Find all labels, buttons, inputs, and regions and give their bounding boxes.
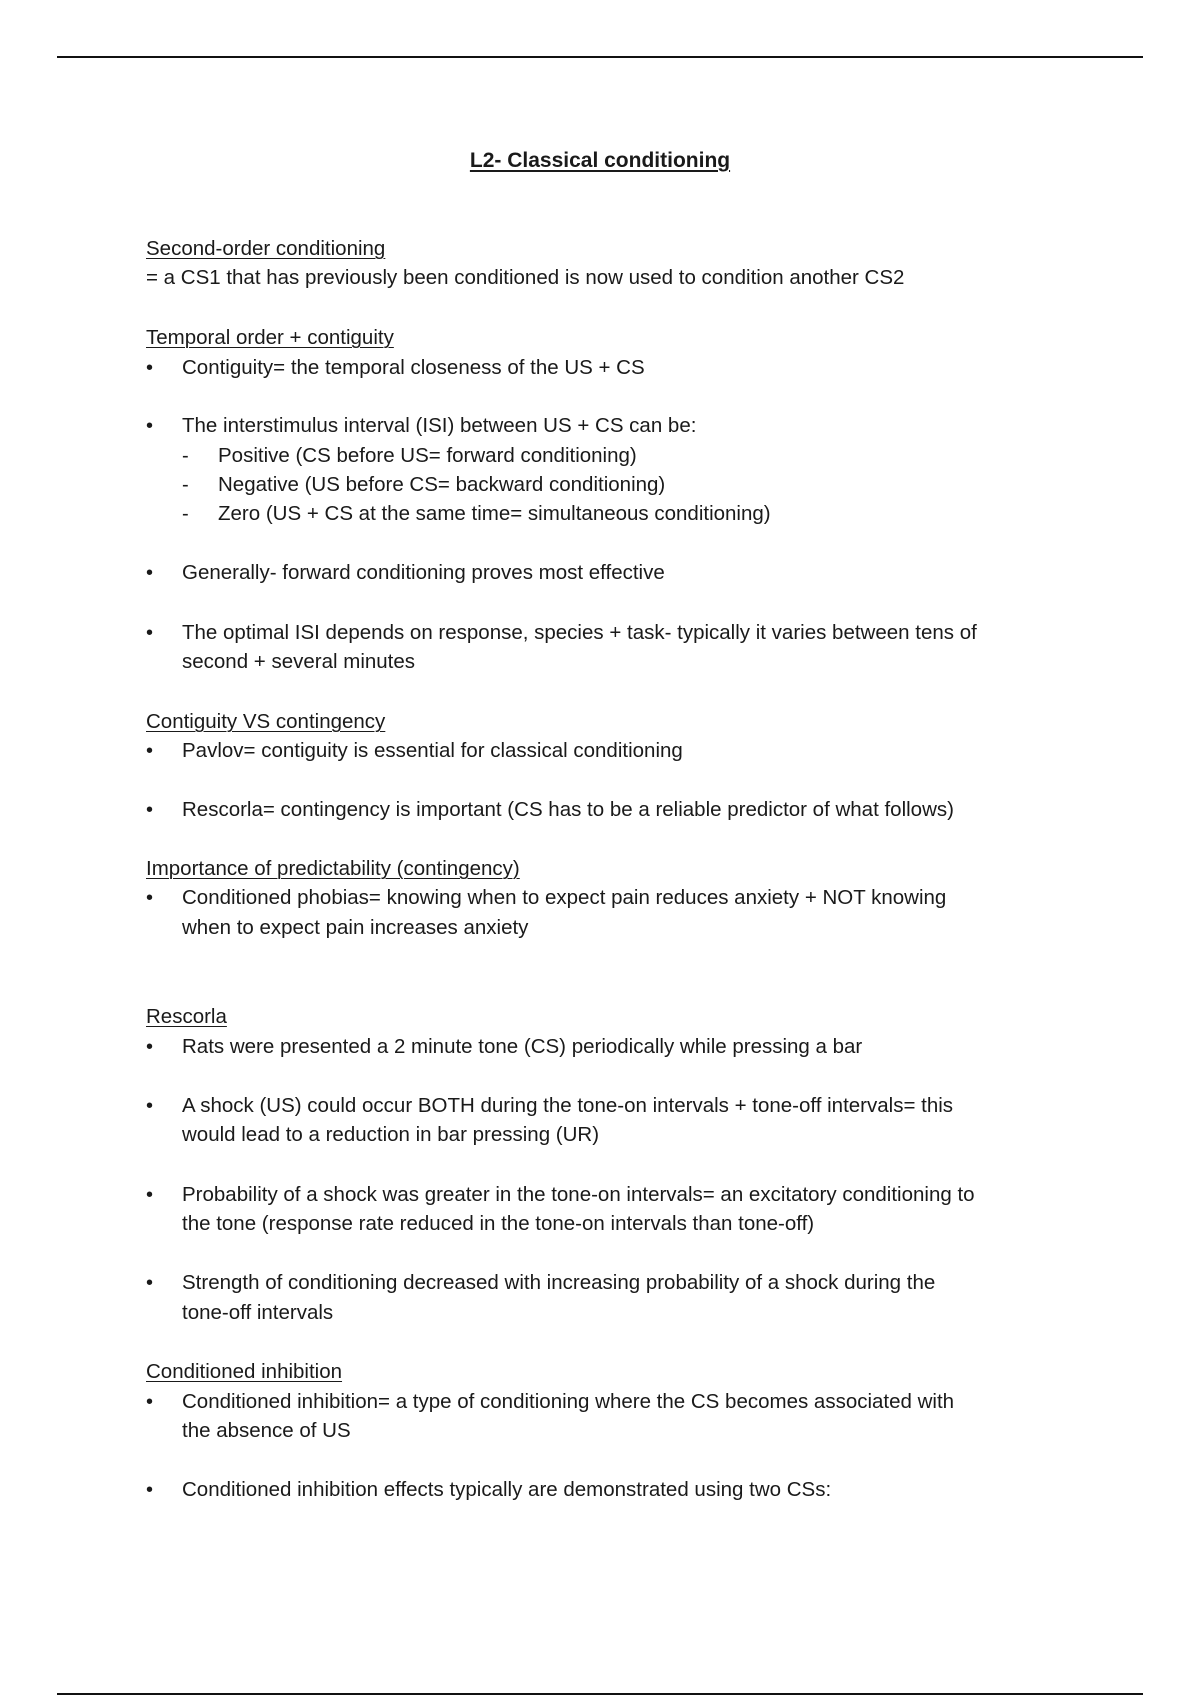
bullet-text: Conditioned inhibition= a type of conditioning where the CS becomes associated with <box>182 1390 955 1413</box>
dash-marker: - <box>182 503 189 525</box>
bullet-marker: • <box>146 740 154 762</box>
sub-item-text: Positive (CS before US= forward conditioning) <box>218 444 637 467</box>
bullet-text: Probability of a shock was greater in the tone-on intervals= an excitatory conditioning to <box>182 1183 975 1206</box>
bullet-text: Strength of conditioning decreased with increasing probability of a shock during the <box>182 1271 936 1294</box>
bullet-marker: • <box>146 562 154 584</box>
sub-item-text: Negative (US before CS= backward conditioning) <box>218 473 666 496</box>
section-heading-rescorla: Rescorla <box>146 1005 227 1028</box>
bullet-text: The optimal ISI depends on response, species + task- typically it varies between tens of <box>182 621 977 644</box>
section-heading-contiguity-vs-contingency: Contiguity VS contingency <box>146 710 386 733</box>
top-rule <box>57 56 1143 58</box>
sub-item-text: Zero (US + CS at the same time= simultaneous conditioning) <box>218 502 771 525</box>
bullet-marker: • <box>146 1184 154 1206</box>
bullet-text-continuation: the tone (response rate reduced in the tone-on intervals than tone-off) <box>182 1212 815 1235</box>
section-heading-conditioned-inhibition: Conditioned inhibition <box>146 1360 343 1383</box>
dash-marker: - <box>182 445 189 467</box>
dash-marker: - <box>182 474 189 496</box>
bullet-text: Conditioned inhibition effects typically are demonstrated using two CSs: <box>182 1478 832 1501</box>
section-heading-temporal-order: Temporal order + contiguity <box>146 326 394 349</box>
bullet-marker: • <box>146 357 154 379</box>
bullet-marker: • <box>146 622 154 644</box>
bullet-marker: • <box>146 1036 154 1058</box>
page-title: L2- Classical conditioning <box>469 149 731 172</box>
bullet-marker: • <box>146 799 154 821</box>
bullet-text: A shock (US) could occur BOTH during the tone-on intervals + tone-off intervals= this <box>182 1094 954 1117</box>
section-heading-predictability: Importance of predictability (contingency) <box>146 857 520 880</box>
bullet-text-continuation: tone-off intervals <box>182 1301 334 1324</box>
bullet-marker: • <box>146 887 154 909</box>
bullet-marker: • <box>146 1391 154 1413</box>
bullet-text: Contiguity= the temporal closeness of the US + CS <box>182 356 645 379</box>
bullet-marker: • <box>146 1272 154 1294</box>
definition-second-order: = a CS1 that has previously been conditioned is now used to condition another CS2 <box>146 266 905 289</box>
bullet-marker: • <box>146 1095 154 1117</box>
bullet-text-continuation: would lead to a reduction in bar pressing (UR) <box>182 1123 600 1146</box>
bullet-text: Generally- forward conditioning proves most effective <box>182 561 665 584</box>
bullet-text: Conditioned phobias= knowing when to expect pain reduces anxiety + NOT knowing <box>182 886 947 909</box>
bullet-marker: • <box>146 1479 154 1501</box>
section-heading-second-order: Second-order conditioning <box>146 237 386 260</box>
bullet-text: Rats were presented a 2 minute tone (CS) periodically while pressing a bar <box>182 1035 863 1058</box>
bullet-text: Pavlov= contiguity is essential for classical conditioning <box>182 739 683 762</box>
bullet-text-continuation: when to expect pain increases anxiety <box>182 916 529 939</box>
bullet-text: The interstimulus interval (ISI) between US + CS can be: <box>182 414 697 437</box>
bullet-text: Rescorla= contingency is important (CS has to be a reliable predictor of what follows) <box>182 798 954 821</box>
bullet-text-continuation: second + several minutes <box>182 650 416 673</box>
bottom-rule <box>57 1693 1143 1695</box>
bullet-marker: • <box>146 415 154 437</box>
bullet-text-continuation: the absence of US <box>182 1419 351 1442</box>
